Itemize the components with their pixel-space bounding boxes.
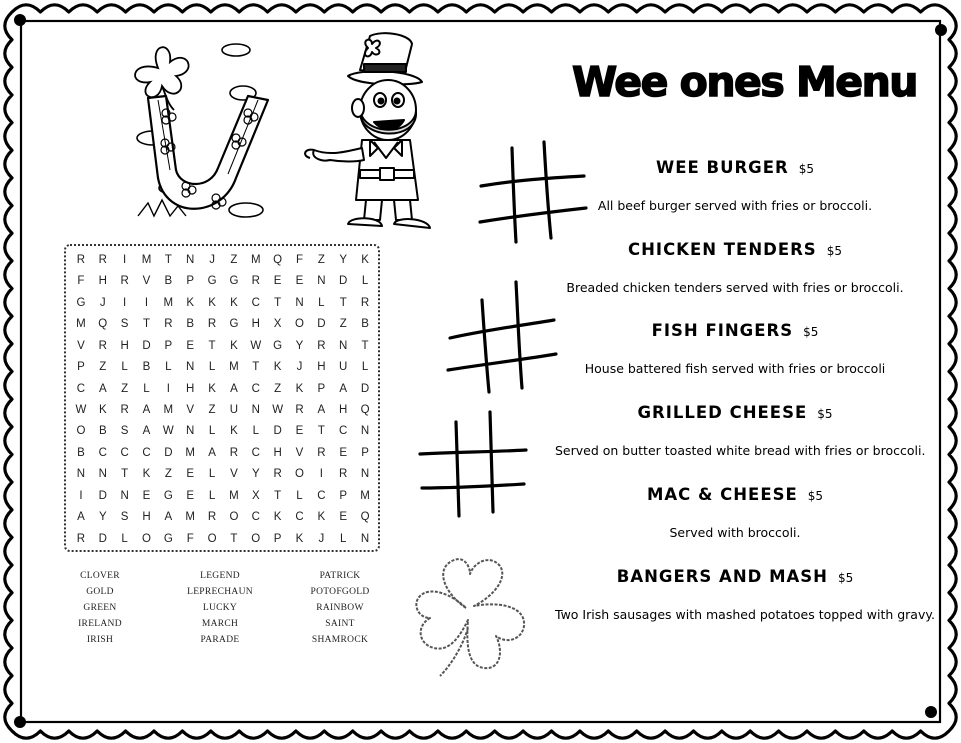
menu-item-name: WEE BURGER xyxy=(656,158,789,177)
word-search-letter: J xyxy=(318,532,325,545)
word-search-letter: S xyxy=(120,318,129,331)
menu-item-fish-fingers xyxy=(555,321,915,376)
word-search-letter: T xyxy=(274,489,282,502)
word-search-letter: Y xyxy=(251,468,260,481)
word-search-letter: V xyxy=(142,275,151,288)
menu-item-description: Two Irish sausages with mashed potatoes topped with gravy. xyxy=(555,607,935,622)
word-search-letter: P xyxy=(164,339,173,352)
word-search-letter: R xyxy=(98,339,107,352)
word-search-letter: T xyxy=(317,425,325,438)
word-search-word: CLOVER xyxy=(80,571,120,581)
word-search-letter: A xyxy=(142,425,151,438)
menu-item-price: $5 xyxy=(807,489,824,503)
word-search-letter: I xyxy=(166,382,170,395)
word-search-letter: R xyxy=(251,275,260,288)
word-search-letter: S xyxy=(120,511,129,524)
word-search-letter: A xyxy=(164,511,173,524)
word-search-letter: Z xyxy=(208,404,216,416)
word-search-letter: K xyxy=(361,254,369,266)
word-search-word: LUCKY xyxy=(202,603,238,613)
word-search-letter: N xyxy=(186,254,195,266)
word-search-letter: O xyxy=(142,532,151,545)
menu-item-description: Breaded chicken tenders served with fries or broccoli. xyxy=(566,280,904,295)
word-search-letter: B xyxy=(186,318,195,331)
word-search-letter: E xyxy=(295,425,304,438)
word-search-letter: W xyxy=(75,404,87,416)
word-search-letter: E xyxy=(339,511,348,524)
menu-item-bangers-and-mash xyxy=(555,567,935,622)
word-search-letter: W xyxy=(272,404,284,416)
word-search-letter: K xyxy=(230,296,238,309)
word-search-letter: R xyxy=(229,446,239,459)
word-search-letter: L xyxy=(208,489,216,502)
word-search-letter: R xyxy=(120,404,129,416)
menu-item-price: $5 xyxy=(798,162,814,176)
word-search-letter: J xyxy=(99,296,106,309)
menu-item-mac-and-cheese xyxy=(555,485,915,540)
word-search-letter: P xyxy=(361,446,369,459)
word-search-letter: R xyxy=(98,254,107,266)
word-search-letter: F xyxy=(295,254,303,266)
word-search-letter: R xyxy=(295,404,304,416)
menu-item-name: FISH FINGERS xyxy=(651,321,794,340)
word-search-letter: Q xyxy=(98,318,108,331)
word-search-letter: O xyxy=(251,532,261,545)
word-search-letter: M xyxy=(360,489,370,502)
word-search-letter: H xyxy=(251,318,260,331)
word-search-letter: R xyxy=(273,468,282,481)
word-search-word: IRISH xyxy=(86,635,114,645)
word-search-letter: T xyxy=(164,254,172,266)
word-search-letter: R xyxy=(76,532,86,545)
shamrock-outline-icon xyxy=(404,548,534,683)
word-search-letter: P xyxy=(317,382,326,395)
word-search-grid xyxy=(70,250,376,550)
word-search-letter: T xyxy=(361,339,369,352)
menu-item-description: Served on butter toasted white bread with fries or broccoli. xyxy=(555,443,926,458)
word-search-letter: L xyxy=(296,489,303,502)
menu-item-name: GRILLED CHEESE xyxy=(637,403,808,422)
word-search-letter: T xyxy=(142,318,150,331)
word-search-letter: M xyxy=(163,404,174,416)
word-search-letter: K xyxy=(98,404,107,416)
menu-item-grilled-cheese xyxy=(555,403,926,458)
word-search-letter: B xyxy=(164,275,173,288)
word-search-letter: P xyxy=(339,489,348,502)
word-search-letter: T xyxy=(230,532,238,545)
menu-item-name: CHICKEN TENDERS xyxy=(628,240,817,259)
word-search-letter: L xyxy=(121,532,128,545)
word-search-letter: C xyxy=(251,382,260,395)
word-search-word: SAINT xyxy=(325,619,355,629)
word-search-letter: L xyxy=(318,296,325,309)
word-search-letter: D xyxy=(164,446,173,459)
word-search-letter: F xyxy=(77,275,85,288)
menu-item-wee-burger xyxy=(555,158,915,213)
word-search-letter: Y xyxy=(339,254,348,266)
word-search-letter: S xyxy=(120,425,129,438)
word-search-letter: B xyxy=(77,446,85,459)
word-search-letter: H xyxy=(186,382,195,395)
word-search-letter: T xyxy=(208,339,216,352)
word-search-letter: L xyxy=(252,425,259,438)
word-search-word: PARADE xyxy=(200,635,240,645)
word-search-letter: K xyxy=(230,425,238,438)
word-search-letter: E xyxy=(295,275,304,288)
word-search-letter: R xyxy=(317,339,326,352)
word-search-letter: Z xyxy=(99,361,107,374)
word-search-letter: X xyxy=(273,318,282,331)
word-search-letter: N xyxy=(360,532,370,545)
word-search-letter: E xyxy=(339,446,348,459)
word-search-letter: A xyxy=(317,404,326,416)
word-search-letter: M xyxy=(141,254,152,266)
word-search-letter: N xyxy=(360,468,370,481)
word-search-letter: N xyxy=(186,361,195,374)
word-search-letter: C xyxy=(317,489,326,502)
menu-item-description: Served with broccoli. xyxy=(669,525,801,540)
word-search-letter: Z xyxy=(317,254,325,266)
word-search-letter: N xyxy=(251,404,260,416)
word-search-letter: K xyxy=(142,468,151,481)
menu-item-price: $5 xyxy=(826,244,842,258)
word-search-letter: O xyxy=(229,511,239,524)
word-search-letter: E xyxy=(186,489,195,502)
word-search-letter: B xyxy=(361,318,369,331)
word-search-letter: D xyxy=(339,275,348,288)
word-search-letter: P xyxy=(273,532,282,545)
word-search-letter: A xyxy=(339,382,348,395)
word-search-letter: G xyxy=(273,339,283,352)
word-search-letter: T xyxy=(339,296,347,309)
word-search-letter: Y xyxy=(98,511,107,524)
word-search-letter: D xyxy=(273,425,282,438)
word-search-word-list xyxy=(40,568,400,658)
word-search-letter: B xyxy=(142,361,151,374)
word-search-word: LEPRECHAUN xyxy=(187,587,253,597)
word-search-letter: V xyxy=(295,446,304,459)
word-search-letter: Z xyxy=(164,468,172,481)
word-search-letter: C xyxy=(76,382,86,395)
word-search-letter: D xyxy=(98,532,107,545)
word-search-letter: Z xyxy=(274,382,282,395)
word-search-letter: J xyxy=(296,361,303,374)
word-search-word: IRELAND xyxy=(78,619,122,629)
menu-item-name: BANGERS AND MASH xyxy=(616,567,828,586)
word-search-letter: K xyxy=(230,339,238,352)
word-search-letter: R xyxy=(76,254,86,266)
word-search-letter: I xyxy=(79,489,83,502)
word-search-letter: F xyxy=(186,532,194,545)
word-search-letter: M xyxy=(76,318,86,331)
menu-item-name: MAC & CHEESE xyxy=(646,485,798,504)
word-search-letter: M xyxy=(185,511,195,524)
word-search-letter: W xyxy=(162,425,174,438)
word-search-letter: G xyxy=(207,275,217,288)
tic-tac-toe-grid-icon xyxy=(446,280,558,395)
word-search-letter: G xyxy=(163,532,173,545)
word-search-letter: C xyxy=(98,446,107,459)
word-search-letter: R xyxy=(317,446,326,459)
word-search-letter: I xyxy=(123,296,127,309)
word-search-letter: Z xyxy=(230,254,238,266)
word-search-letter: T xyxy=(121,468,129,481)
menu-item-description: All beef burger served with fries or broccoli. xyxy=(597,198,873,213)
word-search-letter: C xyxy=(251,296,260,309)
word-search-letter: O xyxy=(295,318,304,331)
word-search-letter: N xyxy=(186,425,195,438)
menu-item-price: $5 xyxy=(803,325,819,339)
word-search-letter: L xyxy=(165,361,172,374)
word-search-letter: E xyxy=(186,468,195,481)
menu-item-price: $5 xyxy=(817,407,833,421)
tic-tac-toe-grid-icon xyxy=(418,408,528,518)
word-search-letter: T xyxy=(252,361,260,374)
word-search-letter: N xyxy=(98,468,107,481)
word-search-letter: E xyxy=(273,275,282,288)
word-search-letter: L xyxy=(361,361,369,374)
word-search-letter: H xyxy=(339,404,348,416)
word-search-letter: V xyxy=(230,468,238,481)
word-search-letter: Q xyxy=(360,511,370,524)
word-search-word: RAINBOW xyxy=(316,603,364,613)
word-search-letter: N xyxy=(295,296,304,309)
word-search-letter: Q xyxy=(360,404,370,416)
word-search-letter: Z xyxy=(121,382,129,395)
word-search-letter: G xyxy=(229,275,239,288)
word-search-word: POTOFGOLD xyxy=(310,587,370,597)
word-search-letter: D xyxy=(98,489,107,502)
word-search-word: PATRICK xyxy=(319,571,361,581)
word-search-letter: G xyxy=(76,296,86,309)
word-search-letter: N xyxy=(120,489,129,502)
word-search-letter: K xyxy=(317,511,326,524)
word-search-letter: I xyxy=(319,468,323,481)
word-search-letter: K xyxy=(208,296,216,309)
horseshoe-with-clovers-icon xyxy=(118,38,293,220)
word-search-word: MARCH xyxy=(201,619,239,629)
word-search-letter: A xyxy=(77,511,85,524)
word-search-letter: U xyxy=(229,404,239,416)
word-search-letter: V xyxy=(77,339,85,352)
menu-title: Wee ones Menu xyxy=(572,58,917,106)
word-search-letter: Q xyxy=(273,254,283,266)
menu-item-description: House battered fish served with fries or broccoli xyxy=(584,361,886,376)
word-search-letter: C xyxy=(142,446,151,459)
leprechaun-icon xyxy=(300,30,435,240)
word-search-letter: K xyxy=(208,382,216,395)
word-search-letter: B xyxy=(98,425,107,438)
word-search-letter: V xyxy=(186,404,195,416)
word-search-letter: H xyxy=(142,511,151,524)
word-search-letter: M xyxy=(163,296,174,309)
word-search-letter: W xyxy=(250,339,262,352)
word-search-letter: D xyxy=(142,339,151,352)
word-search-letter: R xyxy=(339,468,348,481)
word-search-letter: A xyxy=(98,382,107,395)
word-search-letter: I xyxy=(123,254,127,266)
word-search-letter: I xyxy=(144,296,149,309)
menu-item-chicken-tenders xyxy=(555,240,915,295)
word-search-letter: D xyxy=(317,318,326,331)
word-search-letter: C xyxy=(251,446,260,459)
word-search-word: GREEN xyxy=(83,603,117,613)
word-search-letter: O xyxy=(76,425,86,438)
word-search-letter: R xyxy=(360,296,370,309)
word-search-letter: H xyxy=(98,275,107,288)
word-search-letter: L xyxy=(208,361,216,374)
word-search-word: GOLD xyxy=(86,587,114,597)
word-search-letter: H xyxy=(273,446,282,459)
word-search-letter: P xyxy=(77,361,85,374)
word-search-letter: L xyxy=(208,468,216,481)
word-search-letter: M xyxy=(250,254,261,266)
word-search-letter: C xyxy=(251,511,260,524)
word-search-letter: E xyxy=(186,339,195,352)
word-search-letter: K xyxy=(273,361,282,374)
word-search-letter: O xyxy=(207,532,217,545)
word-search-letter: C xyxy=(120,446,129,459)
word-search-letter: D xyxy=(360,382,370,395)
word-search-letter: L xyxy=(340,532,347,545)
menu-item-price: $5 xyxy=(837,571,854,585)
word-search-letter: P xyxy=(186,275,195,288)
word-search-letter: N xyxy=(360,425,370,438)
word-search-letter: G xyxy=(229,318,239,331)
word-search-letter: U xyxy=(339,361,348,374)
word-search-letter: H xyxy=(120,339,129,352)
word-search-letter: X xyxy=(251,489,260,502)
word-search-letter: J xyxy=(209,254,215,266)
word-search-letter: A xyxy=(142,404,151,416)
word-search-letter: C xyxy=(339,425,348,438)
word-search-letter: K xyxy=(295,382,304,395)
word-search-letter: R xyxy=(164,318,173,331)
word-search-letter: H xyxy=(317,361,326,374)
word-search-letter: R xyxy=(207,511,217,524)
word-search-letter: K xyxy=(273,511,282,524)
word-search-letter: G xyxy=(163,489,173,502)
word-search-letter: N xyxy=(76,468,86,481)
word-search-word: SHAMROCK xyxy=(311,635,369,645)
word-search-letter: N xyxy=(339,339,348,352)
word-search-letter: N xyxy=(317,275,326,288)
word-search-letter: K xyxy=(295,532,304,545)
word-search-letter: O xyxy=(295,468,304,481)
word-search-letter: L xyxy=(208,425,216,438)
word-search-letter: L xyxy=(121,361,128,374)
word-search-letter: M xyxy=(229,489,239,502)
word-search-letter: A xyxy=(230,382,238,395)
word-search-letter: E xyxy=(142,489,151,502)
word-search-word: LEGEND xyxy=(200,571,240,581)
word-search-letter: T xyxy=(274,296,282,309)
word-search-letter: R xyxy=(207,318,217,331)
word-search-letter: L xyxy=(361,275,369,288)
word-search-letter: A xyxy=(208,446,216,459)
word-search-letter: K xyxy=(186,296,195,309)
word-search-letter: C xyxy=(295,511,304,524)
word-search-letter: Y xyxy=(295,339,304,352)
word-search-letter: L xyxy=(143,382,150,395)
word-search-letter: M xyxy=(185,446,195,459)
word-search-letter: M xyxy=(229,361,239,374)
word-search-letter: Z xyxy=(339,318,347,331)
word-search-letter: R xyxy=(120,275,129,288)
